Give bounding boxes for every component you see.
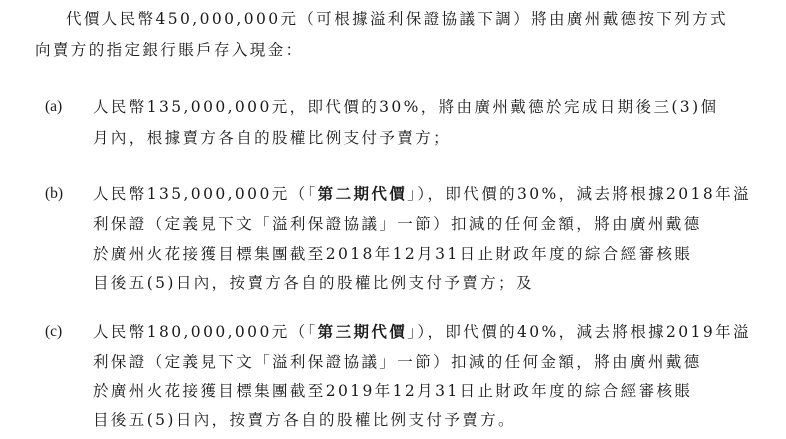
item-b-line-1-pre: 人民幣135,000,000元（「 xyxy=(93,185,318,203)
item-a-line-2: 月內，根據賣方各自的股權比例支付予賣方； xyxy=(93,129,452,147)
item-b-defined-term: 第二期代價 xyxy=(317,184,408,203)
intro-line-1: 代價人民幣450,000,000元（可根據溢利保證協議下調）將由廣州戴德按下列方式 xyxy=(66,10,729,28)
item-c-line-1-pre: 人民幣180,000,000元（「 xyxy=(93,323,318,341)
item-a-marker: (a) xyxy=(45,98,63,115)
item-c-marker: (c) xyxy=(45,323,63,340)
item-b-line-2: 利保證（定義見下文「溢利保證協議」一節）扣減的任何金額，將由廣州戴德 xyxy=(93,215,702,233)
item-b-line-1 xyxy=(93,184,751,204)
item-c-line-1-post: 」），即代價的40%，減去將根據2019年溢 xyxy=(407,323,751,341)
item-b-line-1-post: 」），即代價的30%，減去將根據2018年溢 xyxy=(407,185,751,203)
item-c-line-4: 目後五(5)日內，按賣方各自的股權比例支付予賣方。 xyxy=(93,411,516,429)
item-c-line-3: 於廣州火花接獲目標集團截至2019年12月31日止財政年度的綜合經審核賬 xyxy=(93,382,693,400)
item-b-line-3: 於廣州火花接獲目標集團截至2018年12月31日止財政年度的綜合經審核賬 xyxy=(93,245,693,263)
item-a-line-1: 人民幣135,000,000元，即代價的30%，將由廣州戴德於完成日期後三(3)個 xyxy=(93,98,719,116)
item-b-line-4: 目後五(5)日內，按賣方各自的股權比例支付予賣方；及 xyxy=(93,274,534,292)
item-c-line-2: 利保證（定義見下文「溢利保證協議」一節）扣減的任何金額，將由廣州戴德 xyxy=(93,353,702,371)
item-c-line-1 xyxy=(93,322,751,342)
item-b-marker: (b) xyxy=(45,185,64,202)
intro-line-2: 向賣方的指定銀行賬戶存入現金： xyxy=(35,41,304,59)
item-c-defined-term: 第三期代價 xyxy=(317,322,408,341)
